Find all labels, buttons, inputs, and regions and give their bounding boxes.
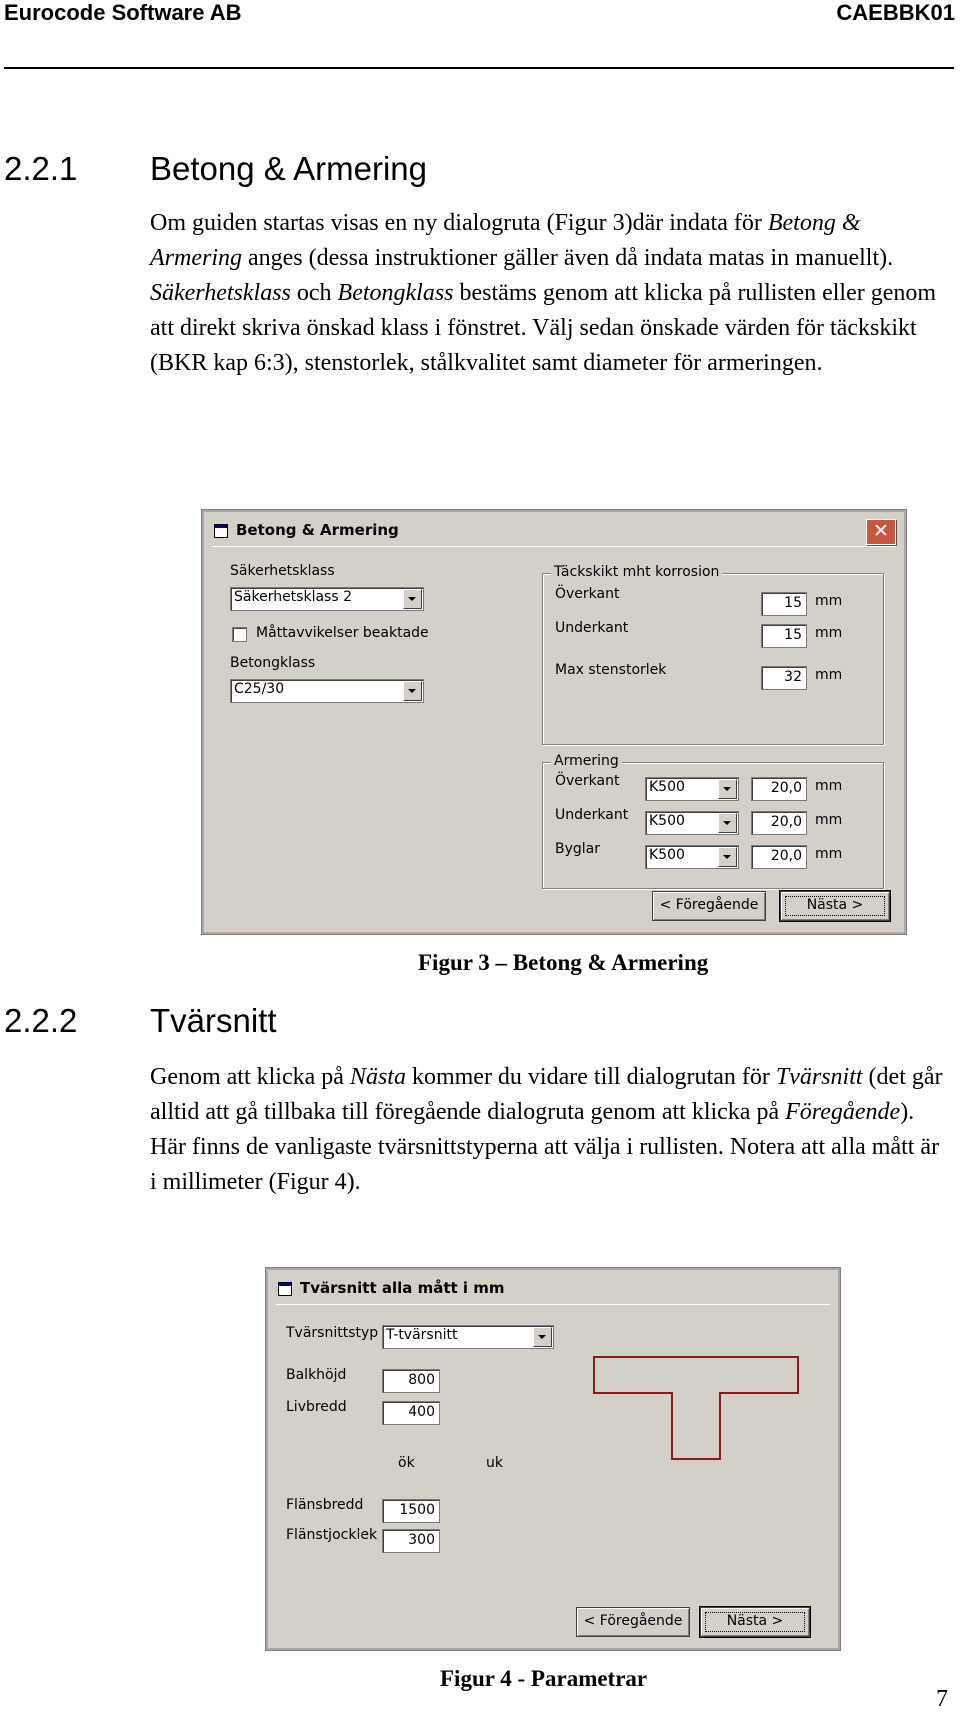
field-value: 800: [408, 1372, 435, 1388]
t-section-outline: [594, 1357, 798, 1459]
field-value: 20,0: [770, 780, 802, 796]
page-number: 7: [936, 1686, 948, 1712]
matt-checkbox[interactable]: [232, 627, 247, 642]
field-value: 20,0: [770, 848, 802, 864]
dialog-client: [212, 546, 896, 924]
close-button[interactable]: ✕: [866, 519, 896, 545]
text-run: anges (dessa instruktioner gäller även då indata matas in manuellt).: [242, 245, 894, 271]
matt-checkbox-label: Måttavvikelser beaktade: [256, 625, 429, 641]
text-run-italic: Betong & Armering: [150, 210, 861, 271]
livbredd-input[interactable]: [382, 1401, 440, 1425]
section-title: Tvärsnitt: [150, 1002, 277, 1039]
group-title: Täckskikt mht korrosion: [551, 564, 722, 580]
title-bar: [212, 518, 896, 544]
unit-label: mm: [815, 593, 843, 609]
sakerhetsklass-select[interactable]: [230, 587, 424, 611]
figure-4-caption: Figur 4 - Parametrar: [440, 1666, 648, 1691]
armering-byglar-label: Byglar: [555, 841, 601, 857]
dialog-title: Tvärsnitt alla mått i mm: [300, 1279, 505, 1297]
byglar-diameter-input[interactable]: [751, 845, 807, 869]
balkhojd-input[interactable]: [382, 1369, 440, 1393]
sakerhetsklass-label: Säkerhetsklass: [230, 563, 335, 579]
overkant-diameter-input[interactable]: [751, 777, 807, 801]
max-stenstorlek-input[interactable]: [761, 666, 807, 690]
header-rule: [4, 67, 954, 69]
unit-label: mm: [815, 625, 843, 641]
unit-label: mm: [815, 812, 843, 828]
chevron-down-icon[interactable]: [533, 1327, 552, 1347]
selected-value: C25/30: [234, 681, 285, 697]
tvarsnittstyp-label: Tvärsnittstyp: [286, 1325, 379, 1341]
text-run: och: [290, 280, 338, 306]
section-number: 2.2.2: [4, 1002, 78, 1039]
uk-column-label: uk: [486, 1455, 503, 1471]
text-run-italic: Tvärsnitt: [775, 1064, 863, 1090]
overkant-steel-select[interactable]: [645, 777, 739, 801]
flansbredd-input[interactable]: [382, 1499, 440, 1523]
section-title: Betong & Armering: [150, 150, 427, 187]
unit-label: mm: [815, 846, 843, 862]
dialog-client: [276, 1304, 830, 1640]
document-code: CAEBBK01: [836, 0, 955, 25]
chevron-down-icon[interactable]: [718, 779, 737, 799]
next-button[interactable]: Nästa >: [700, 1607, 810, 1637]
armering-group: [542, 753, 884, 889]
text-run: Genom att klicka på: [150, 1064, 350, 1090]
chevron-down-icon[interactable]: [403, 589, 422, 609]
selected-value: Säkerhetsklass 2: [234, 589, 352, 605]
selected-value: K500: [649, 847, 685, 863]
field-value: 32: [784, 669, 802, 685]
page-header: [0, 0, 960, 70]
text-run-italic: Nästa: [349, 1064, 406, 1090]
flanstjocklek-input[interactable]: [382, 1529, 440, 1553]
chevron-down-icon[interactable]: [718, 847, 737, 867]
armering-overkant-label: Överkant: [555, 773, 620, 789]
chevron-down-icon[interactable]: [403, 681, 422, 701]
field-value: 1500: [399, 1502, 435, 1518]
section-number: 2.2.1: [4, 150, 78, 187]
t-section-diagram: [586, 1353, 806, 1465]
chevron-down-icon[interactable]: [718, 813, 737, 833]
window-icon: [278, 1282, 292, 1296]
text-run: kommer du vidare till dialogrutan för: [405, 1064, 776, 1090]
text-run: bestäms genom att klicka på rullisten eller genom att direkt skriva önskad klass i fönstret. Välj sedan önskade värden för täckskikt (BKR kap 6:3), stenstorlek, stålkvalitet samt diameter för armeringen.: [150, 280, 937, 376]
underkant-steel-select[interactable]: [645, 811, 739, 835]
text-run: Om guiden startas visas en ny dialogruta (Figur 3)där indata för: [150, 210, 768, 236]
previous-button[interactable]: < Föregående: [652, 891, 766, 921]
window-icon: [214, 524, 228, 538]
armering-underkant-label: Underkant: [555, 807, 629, 823]
field-value: 20,0: [770, 814, 802, 830]
flanstjocklek-label: Flänstjocklek: [286, 1527, 378, 1543]
text-run-italic: Föregående: [785, 1099, 901, 1125]
section-heading-tvarsnitt: [4, 1002, 277, 1040]
next-button[interactable]: Nästa >: [780, 891, 890, 921]
underkant-label: Underkant: [555, 620, 629, 636]
dialog-betong-armering: [202, 510, 906, 934]
group-title: Armering: [551, 753, 622, 769]
previous-button[interactable]: < Föregående: [576, 1607, 690, 1637]
betongklass-select[interactable]: [230, 679, 424, 703]
company-name: Eurocode Software AB: [4, 0, 242, 25]
text-run-italic: Betongklass: [337, 280, 454, 306]
tackskikt-group: [542, 564, 884, 745]
underkant-input[interactable]: [761, 624, 807, 648]
unit-label: mm: [815, 667, 843, 683]
tvarsnittstyp-select[interactable]: [382, 1325, 554, 1349]
text-run: (det går alltid att gå tillbaka till föregående dialogruta genom att klicka på: [150, 1064, 943, 1125]
overkant-input[interactable]: [761, 592, 807, 616]
dialog-title: Betong & Armering: [236, 521, 399, 539]
livbredd-label: Livbredd: [286, 1399, 347, 1415]
section2-paragraph: [150, 1060, 950, 1200]
flansbredd-label: Flänsbredd: [286, 1497, 364, 1513]
max-stenstorlek-label: Max stenstorlek: [555, 662, 667, 678]
balkhojd-label: Balkhöjd: [286, 1367, 347, 1383]
field-value: 15: [784, 627, 802, 643]
field-value: 400: [408, 1404, 435, 1420]
ok-column-label: ök: [398, 1455, 415, 1471]
selected-value: K500: [649, 779, 685, 795]
unit-label: mm: [815, 778, 843, 794]
title-bar: [276, 1276, 830, 1302]
byglar-steel-select[interactable]: [645, 845, 739, 869]
selected-value: K500: [649, 813, 685, 829]
text-run: ). Här finns de vanligaste tvärsnittstyperna att välja i rullisten. Notera att alla mått är i millimeter (Figur 4).: [150, 1099, 940, 1195]
overkant-label: Överkant: [555, 586, 620, 602]
text-run-italic: Säkerhetsklass: [150, 280, 291, 306]
field-value: 300: [408, 1532, 435, 1548]
selected-value: T-tvärsnitt: [386, 1327, 458, 1343]
section-heading-betong: [4, 150, 427, 188]
betongklass-label: Betongklass: [230, 655, 316, 671]
underkant-diameter-input[interactable]: [751, 811, 807, 835]
field-value: 15: [784, 595, 802, 611]
figure-3-caption: Figur 3 – Betong & Armering: [418, 950, 709, 975]
section1-paragraph: [150, 206, 950, 381]
dialog-tvarsnitt: [266, 1268, 840, 1650]
